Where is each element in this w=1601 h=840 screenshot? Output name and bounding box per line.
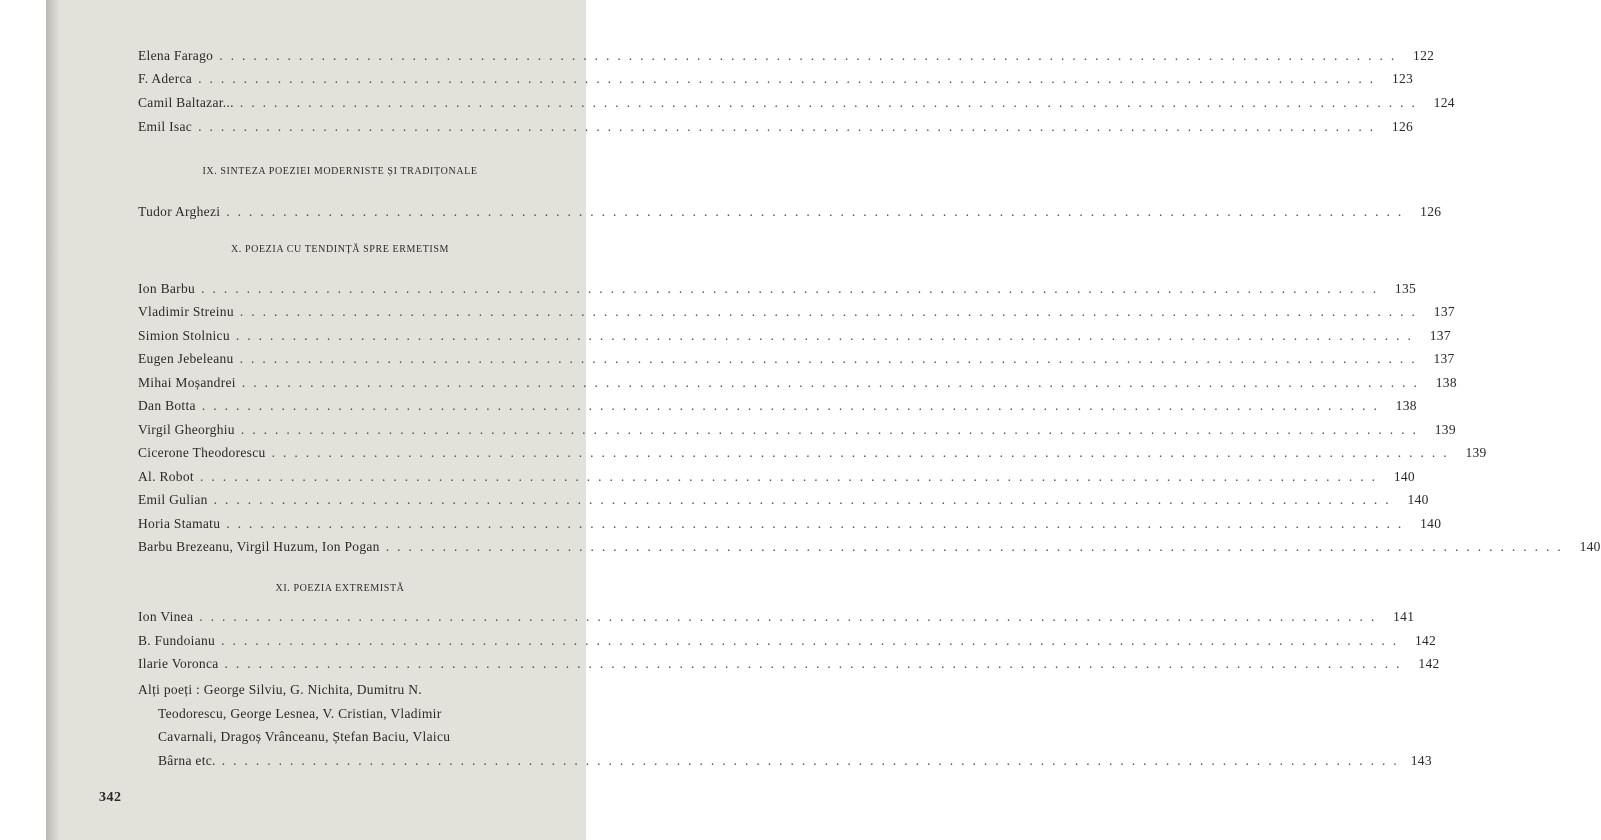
entry-page: 122 [1413, 48, 1435, 63]
other-poets-line: Cavarnali, Dragoș Vrânceanu, Ștefan Baciu, Vlaicu [158, 729, 451, 744]
toc-entry [138, 631, 1437, 651]
toc-entry [138, 349, 1455, 369]
entry-name: Simion Stolnicu [138, 328, 230, 343]
entry-name: Emil Gulian [138, 492, 208, 507]
entry-page: 135 [1394, 281, 1417, 296]
entry-page: 142 [1418, 656, 1440, 671]
dot-leader: ........................................................................................................ [241, 375, 1425, 390]
toc-entry [138, 514, 1442, 534]
entry-name: Cicerone Theodorescu [138, 445, 266, 460]
toc-entry [138, 420, 1456, 440]
toc-entry [138, 202, 1442, 222]
entry-page: 138 [1395, 398, 1417, 413]
page-number: 342 [99, 790, 122, 805]
toc-entry [138, 443, 1487, 463]
entry-page: 141 [1393, 609, 1415, 624]
toc-entry [138, 537, 1601, 557]
other-poets-last-line [138, 749, 1432, 773]
entry-name: Bârna etc. [158, 752, 216, 768]
entry-name: Al. Robot [138, 469, 194, 484]
toc-entry [138, 279, 1417, 299]
section-heading: IX. SINTEZA POEZIEI MODERNISTE ȘI TRADIȚONALE [202, 166, 478, 177]
dot-leader: ........................................................................................................ [199, 609, 1383, 624]
toc-entry [138, 117, 1414, 137]
dot-leader: ........................................................................................................ [199, 469, 1383, 484]
entry-page: 137 [1433, 304, 1455, 319]
entry-name: Camil Baltazar... [138, 95, 234, 110]
other-poets-line: Alți poeți : George Silviu, G. Nichita, Dumitru N. [138, 682, 422, 697]
entry-name: Eugen Jebeleanu [138, 351, 234, 366]
entry-page: 140 [1393, 469, 1415, 484]
entry-name: Emil Isac [138, 119, 193, 134]
dot-leader: ........................................................................................................ [240, 422, 1424, 437]
entry-page: 142 [1414, 633, 1437, 648]
dot-leader: ........................................................................................................ [239, 95, 1423, 110]
section-heading: XI. POEZIA EXTREMISTĂ [275, 583, 405, 594]
entry-name: Barbu Brezeanu, Virgil Huzum, Ion Pogan [138, 539, 380, 554]
dot-leader: ........................................................................................................ [198, 71, 1382, 86]
toc-entry [138, 607, 1415, 627]
toc-entry [138, 396, 1417, 416]
dot-leader: ........................................................................................................ [219, 48, 1403, 63]
page-gutter-shadow [46, 0, 60, 840]
dot-leader: ........................................................................................................ [235, 328, 1419, 343]
dot-leader: ........................................................................................................ [224, 656, 1408, 671]
entry-page: 126 [1391, 119, 1414, 134]
entry-page: 140 [1407, 492, 1429, 507]
entry-page: 139 [1434, 422, 1456, 437]
dot-leader: ........................................................................................................ [226, 516, 1410, 531]
dot-leader: ........................................................................................................ [201, 398, 1385, 413]
entry-name: Elena Farago [138, 48, 214, 63]
dot-leader: ........................................................................................................ [385, 539, 1569, 554]
toc-entry [138, 93, 1455, 113]
entry-name: Virgil Gheorghiu [138, 422, 235, 437]
toc-entry [138, 373, 1457, 393]
dot-leader: ........................................................................................................ [239, 351, 1423, 366]
entry-page: 138 [1435, 375, 1457, 390]
toc-entry [138, 302, 1455, 322]
entry-page: 140 [1420, 516, 1442, 531]
dot-leader: ........................................................................................................ [201, 281, 1385, 296]
entry-name: Ion Barbu [138, 281, 196, 296]
toc-entry [138, 69, 1414, 89]
entry-page: 124 [1433, 95, 1455, 110]
other-poets-line: Teodorescu, George Lesnea, V. Cristian, Vladimir [158, 705, 442, 721]
dot-leader: ........................................................................................................ [271, 445, 1455, 460]
toc-entry [138, 654, 1440, 674]
entry-page: 137 [1433, 351, 1455, 366]
toc-entry [138, 490, 1429, 510]
entry-name: Tudor Arghezi [138, 204, 221, 219]
entry-name: Mihai Moșandrei [138, 375, 236, 390]
dot-leader: ........................................................................................................ [221, 752, 1405, 768]
entry-page: 123 [1391, 71, 1414, 86]
entry-page: 126 [1420, 204, 1442, 219]
toc-entry [138, 467, 1415, 487]
other-poets-entry [138, 678, 1432, 772]
dot-leader: ........................................................................................................ [213, 492, 1397, 507]
entry-page: 139 [1465, 445, 1487, 460]
entry-name: Ion Vinea [138, 609, 194, 624]
dot-leader: ........................................................................................................ [239, 304, 1423, 319]
entry-page: 143 [1410, 752, 1432, 768]
entry-page: 140 [1579, 539, 1601, 554]
dot-leader: ........................................................................................................ [226, 204, 1410, 219]
entry-name: Dan Botta [138, 398, 196, 413]
entry-name: F. Aderca [138, 71, 193, 86]
section-heading: X. POEZIA CU TENDINȚĂ SPRE ERMETISM [230, 244, 450, 255]
toc-entry [138, 46, 1435, 66]
entry-name: Ilarie Voronca [138, 656, 219, 671]
entry-page: 137 [1429, 328, 1451, 343]
entry-name: Vladimir Streinu [138, 304, 234, 319]
entry-name: Horia Stamatu [138, 516, 221, 531]
dot-leader: ........................................................................................................ [221, 633, 1405, 648]
toc-entry [138, 326, 1451, 346]
dot-leader: ........................................................................................................ [198, 119, 1382, 134]
entry-name: B. Fundoianu [138, 633, 216, 648]
